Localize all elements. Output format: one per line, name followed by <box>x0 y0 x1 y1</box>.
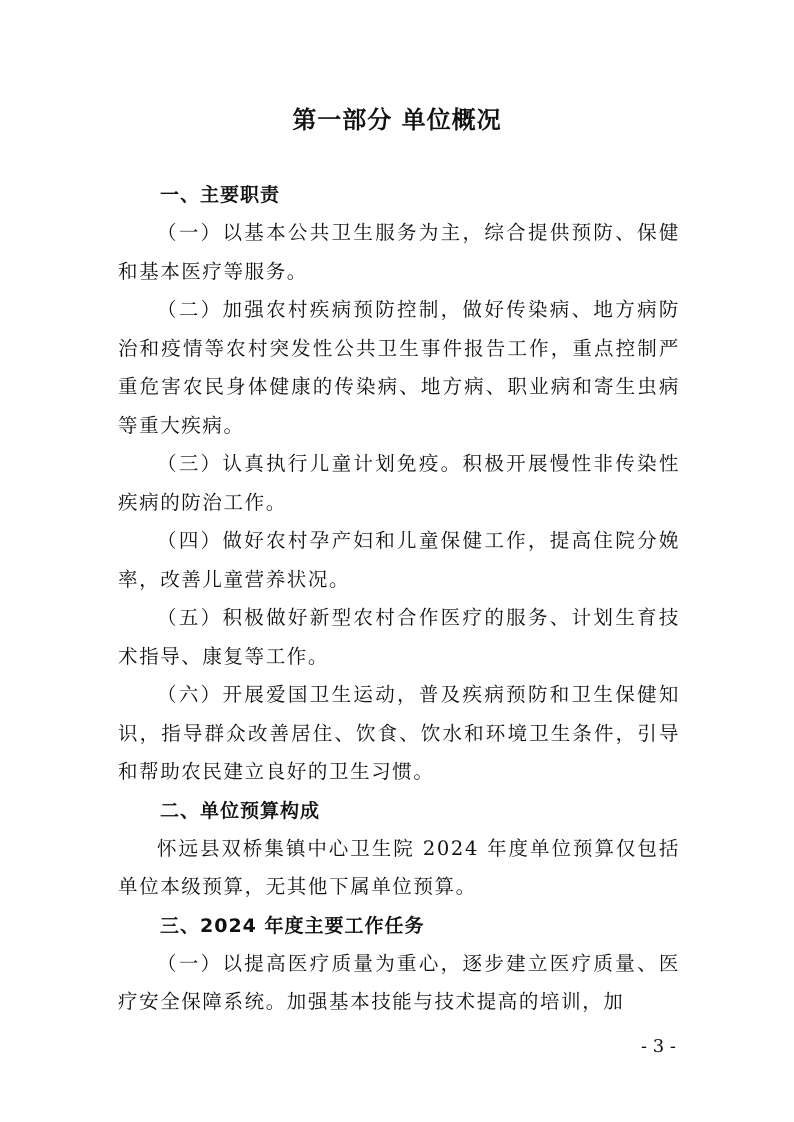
duty-paragraph-4: （四）做好农村孕产妇和儿童保健工作，提高住院分娩率，改善儿童营养状况。 <box>118 529 680 591</box>
section-heading-budget-composition: 二、单位预算构成 <box>160 799 321 822</box>
duty-paragraph-1: （一）以基本公共卫生服务为主，综合提供预防、保健和基本医疗等服务。 <box>118 221 680 283</box>
duty-paragraph-2: （二）加强农村疾病预防控制，做好传染病、地方病防治和疫情等农村突发性公共卫生事件报告工作，重点控制严重危害农民身体健康的传染病、地方病、职业病和寄生虫病等重大疾病。 <box>118 298 680 437</box>
duty-paragraph-5: （五）积极做好新型农村合作医疗的服务、计划生育技术指导、康复等工作。 <box>118 606 680 668</box>
document-body <box>118 176 680 1022</box>
duty-paragraph-3: （三）认真执行儿童计划免疫。积极开展慢性非传染性疾病的防治工作。 <box>118 452 680 514</box>
page-number: - 3 - <box>640 1036 676 1057</box>
page-title: 第一部分 单位概况 <box>292 106 502 134</box>
section-heading-main-tasks: 三、2024 年度主要工作任务 <box>160 914 425 937</box>
budget-composition-paragraph: 怀远县双桥集镇中心卫生院 2024 年度单位预算仅包括单位本级预算，无其他下属单位预算。 <box>118 836 680 898</box>
duty-paragraph-6: （六）开展爱国卫生运动，普及疾病预防和卫生保健知识，指导群众改善居住、饮食、饮水和环境卫生条件，引导和帮助农民建立良好的卫生习惯。 <box>118 683 680 783</box>
main-tasks-paragraph-1: （一）以提高医疗质量为重心，逐步建立医疗质量、医疗安全保障系统。加强基本技能与技术提高的培训，加 <box>118 951 680 1013</box>
section-heading-duties: 一、主要职责 <box>160 184 281 206</box>
